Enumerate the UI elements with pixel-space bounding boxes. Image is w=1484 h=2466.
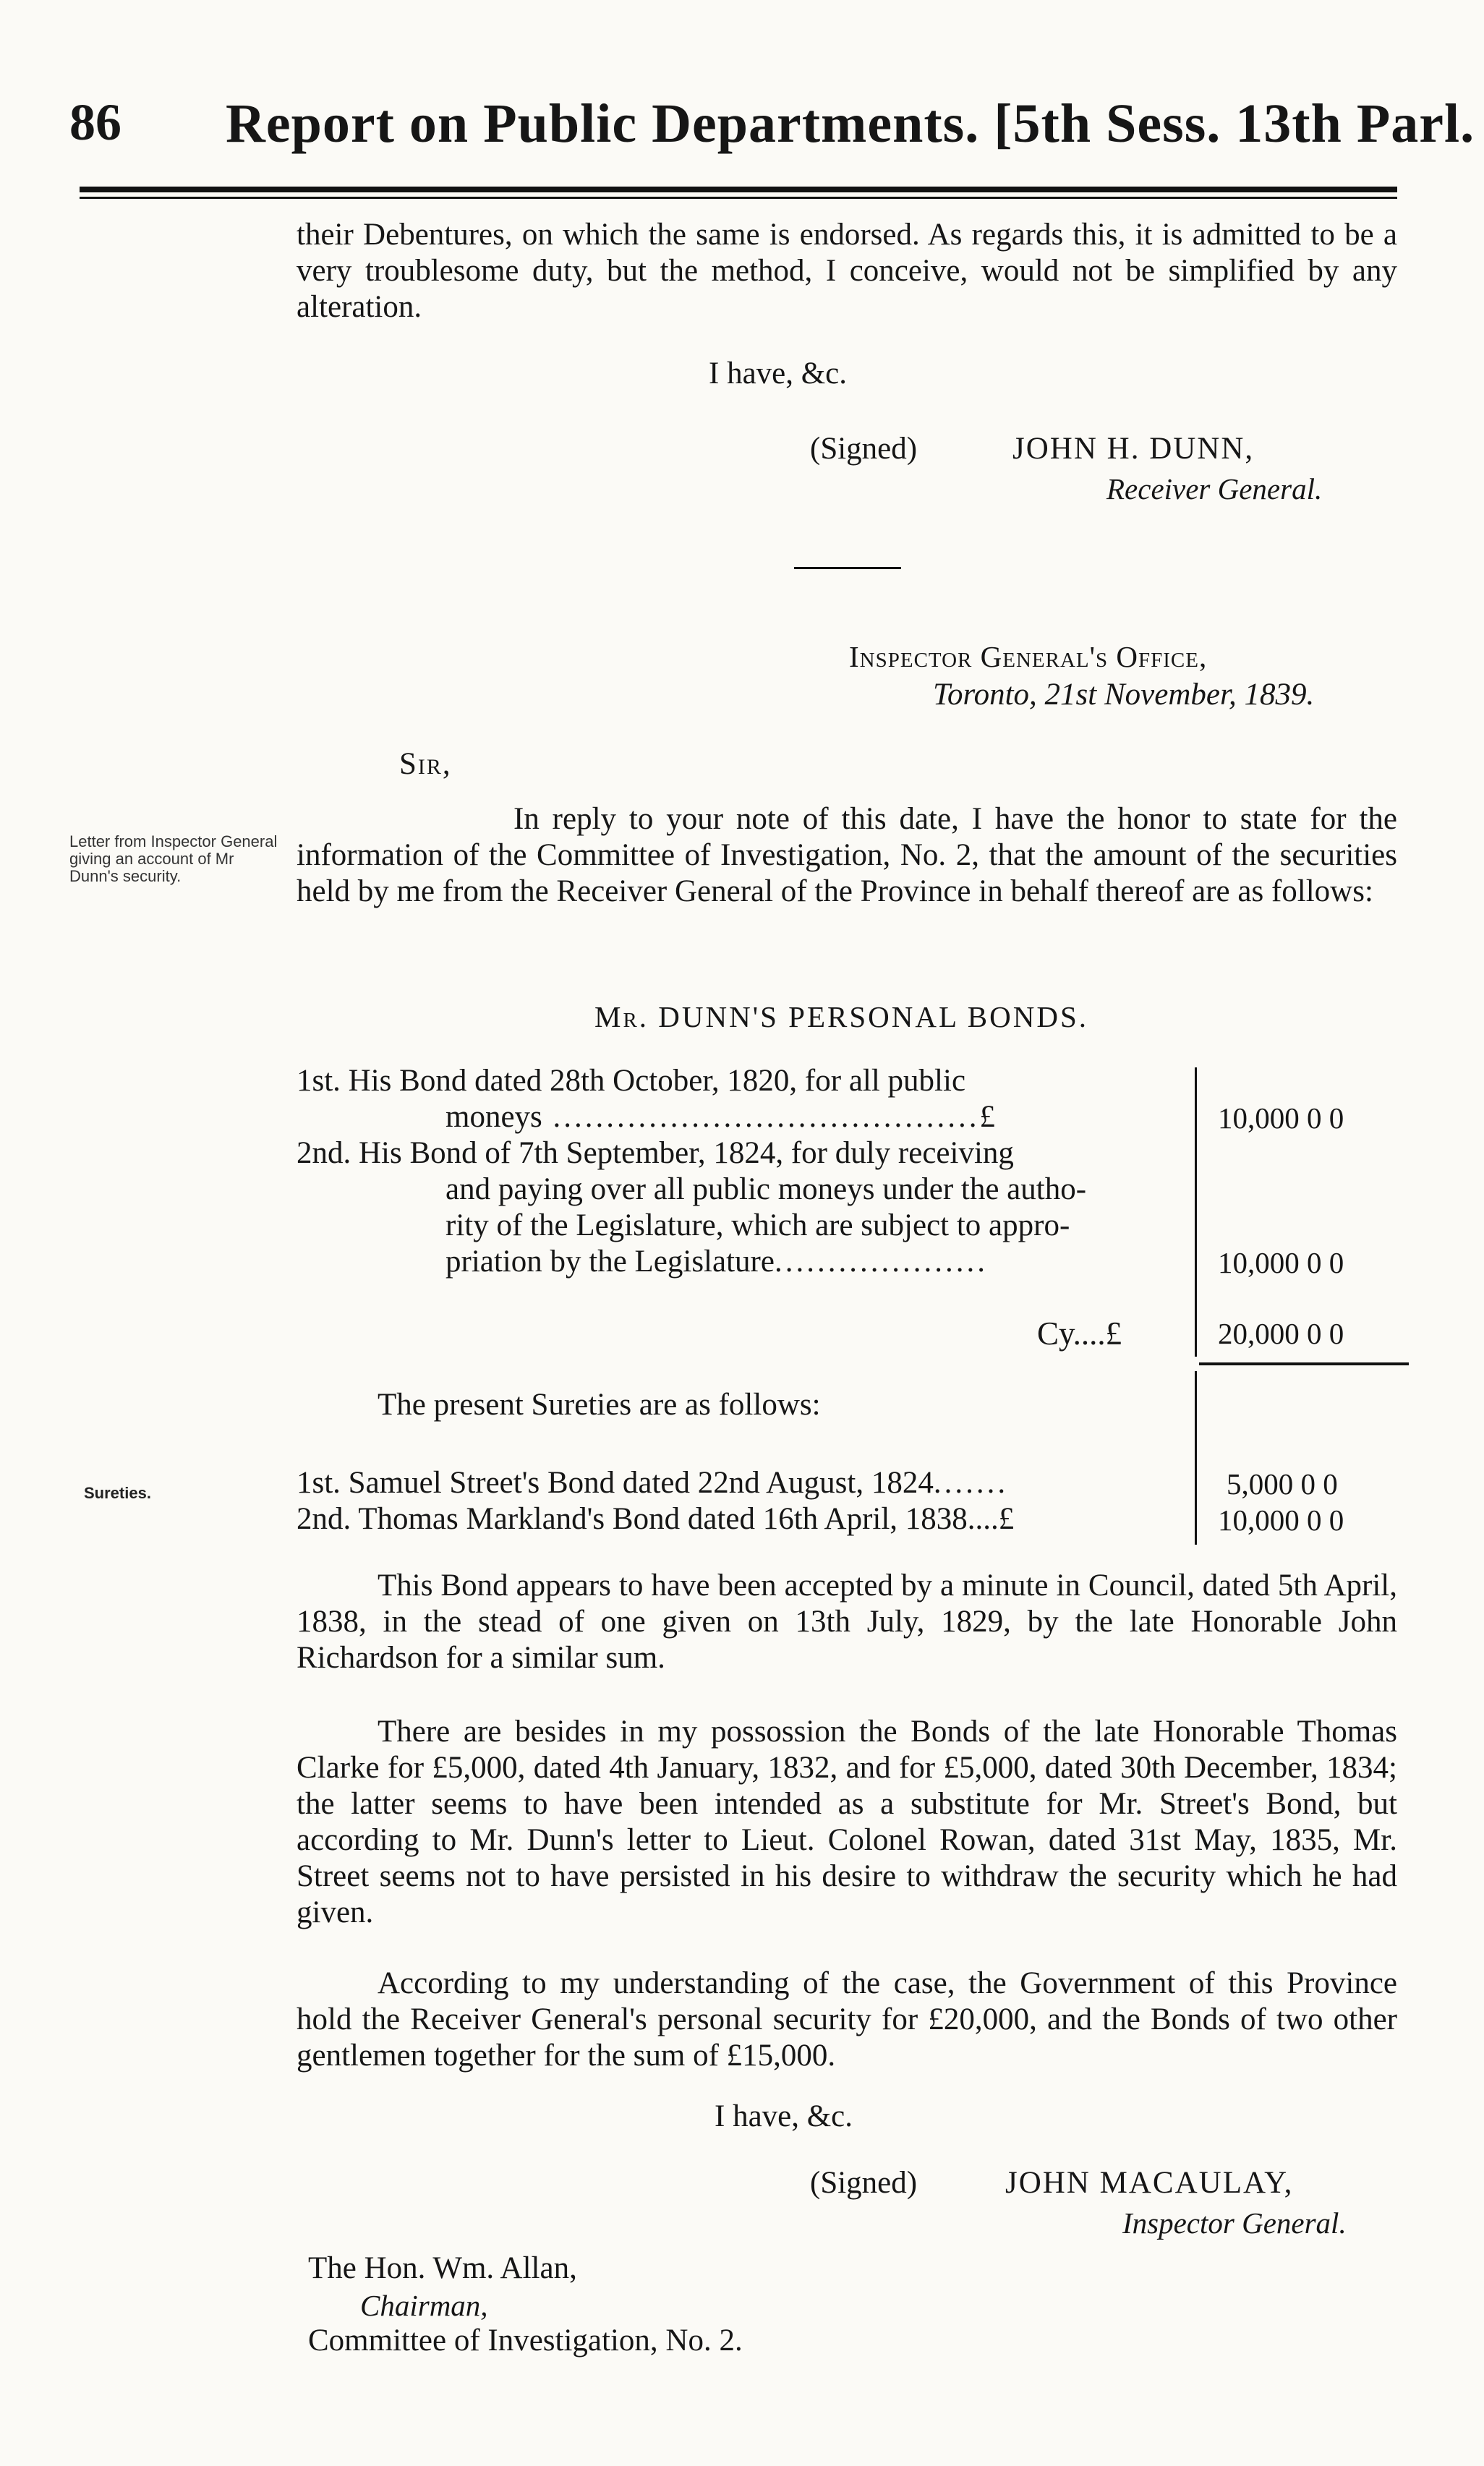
ledger-column-rule <box>1195 1067 1197 1357</box>
leader-dots: ....... <box>933 1466 1009 1500</box>
total-amount: 20,000 0 0 <box>1218 1317 1344 1350</box>
letter2-salutation: Sir, <box>399 747 452 781</box>
bond1-line2-text: moneys <box>445 1100 542 1134</box>
bond2-continuation <box>445 1172 1176 1280</box>
letter2-complimentary-close: I have, &c. <box>715 2099 853 2133</box>
letter2-dateline: Toronto, 21st November, 1839. <box>933 678 1315 712</box>
leader-dots: .................... <box>774 1245 988 1279</box>
letter2-signer: JOHN MACAULAY, <box>1005 2166 1294 2200</box>
surety2-line: 2nd. Thomas Markland's Bond dated 16th April, 1838....£ <box>297 1502 1015 1536</box>
running-head: Report on Public Departments. [5th Sess. 13th Parl. <box>226 93 1475 154</box>
letter1-closing-paragraph: their Debentures, on which the same is endorsed. As regards this, it is admitted to be a very troublesome duty, but the method, I conceive, would not be simplified by any alteration. <box>297 218 1397 324</box>
bonds-heading: Mr. DUNN'S PERSONAL BONDS. <box>594 1000 1088 1033</box>
paragraph-understanding: According to my understanding of the case, the Government of this Province hold the Receiver General's personal security for £20,000, and the Bonds of two other gentlemen together for the sum of £15,000. <box>297 1966 1397 2073</box>
addressee-role: Chairman, <box>360 2289 488 2322</box>
surety2-amount: 10,000 0 0 <box>1218 1503 1344 1537</box>
bond1-line1: 1st. His Bond dated 28th October, 1820, for all public <box>297 1064 966 1098</box>
margin-note-sureties: Sureties. <box>84 1484 151 1502</box>
header-rule-thick <box>80 187 1397 192</box>
bond2-line <box>445 1244 1176 1280</box>
sureties-intro: The present Sureties are as follows: <box>378 1388 821 1422</box>
letter2-signer-title: Inspector General. <box>1122 2206 1347 2240</box>
bond1-amount: 10,000 0 0 <box>1218 1101 1344 1135</box>
bond2-line: rity of the Legislature, which are subject to appro- <box>445 1208 1070 1242</box>
paragraph-clarke-bonds: There are besides in my possossion the Bonds of the late Honorable Thomas Clarke for £5,000, dated 4th January, 1832, and for £5,000, dated 30th December, 1834; the latter seems to have been intended as a substitute for Mr. Street's Bond, but according to Mr. Dunn's letter to Lieut. Colonel Rowan, dated 31st May, 1835, Mr. Street seems not to have persisted in his desire to withdraw the security which he had given. <box>297 1715 1397 1929</box>
addressee-name: The Hon. Wm. Allan, <box>308 2251 577 2285</box>
surety1-amount: 5,000 0 0 <box>1227 1467 1338 1501</box>
bond1-line2 <box>445 1099 1169 1135</box>
total-label: Cy....£ <box>1037 1315 1122 1352</box>
letter1-signer: JOHN H. DUNN, <box>1012 432 1255 466</box>
total-underline <box>1199 1362 1409 1365</box>
addressee-committee: Committee of Investigation, No. 2. <box>308 2324 743 2358</box>
letter1-signer-title: Receiver General. <box>1106 472 1323 505</box>
bond1-currency: £ <box>979 1100 996 1134</box>
surety1-line <box>297 1465 1008 1501</box>
page-number: 86 <box>69 93 121 151</box>
bond2-amount: 10,000 0 0 <box>1218 1246 1344 1279</box>
letter1-complimentary-close: I have, &c. <box>709 357 848 391</box>
letter2-office: Inspector General's Office, <box>849 640 1208 673</box>
header-rule-thin <box>80 197 1397 199</box>
bond2-line1: 2nd. His Bond of 7th September, 1824, for duly receiving <box>297 1136 1014 1170</box>
letter2-signed-label: (Signed) <box>810 2166 918 2200</box>
ledger-column-rule <box>1195 1371 1197 1545</box>
paragraph-bond-accepted: This Bond appears to have been accepted by a minute in Council, dated 5th April, 1838, in the stead of one given on 13th July, 1829, by the late Honorable John Richardson for a similar sum. <box>297 1569 1397 1675</box>
leader-dots: ........................................ <box>542 1100 980 1134</box>
surety1-text: 1st. Samuel Street's Bond dated 22nd August, 1824 <box>297 1466 934 1500</box>
letter1-signed-label: (Signed) <box>810 432 918 466</box>
bond2-line-text: priation by the Legislature <box>445 1245 775 1279</box>
section-divider <box>794 567 901 569</box>
margin-note-letter: Letter from Inspector General giving an account of Mr Dunn's security. <box>69 832 278 885</box>
letter2-opening-paragraph: In reply to your note of this date, I have the honor to state for the information of the Committee of Investigation, No. 2, that the amount of the securities held by me from the Receiver General of the Province in behalf thereof are as follows: <box>297 802 1397 908</box>
bond2-line: and paying over all public moneys under the autho- <box>445 1172 1087 1206</box>
